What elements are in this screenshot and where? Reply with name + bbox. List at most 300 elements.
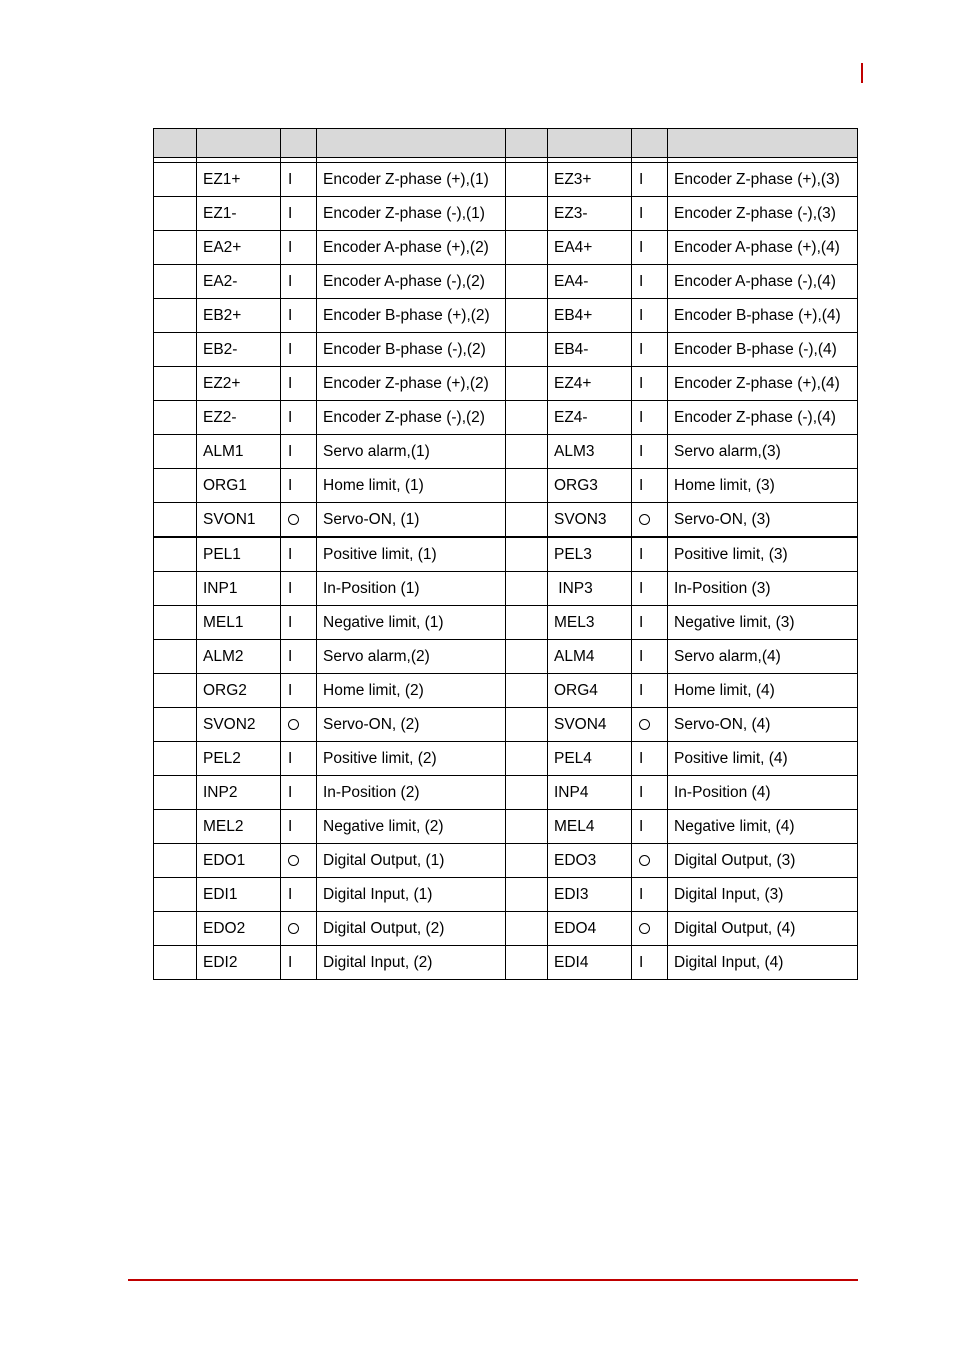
function-label: Servo alarm,(4) [674, 647, 781, 665]
io-direction-label: I [288, 204, 293, 222]
function-label: Encoder Z-phase (+),(4) [674, 374, 840, 392]
table-row [154, 299, 858, 333]
signal-name-label: MEL3 [554, 613, 595, 631]
header-signal-b [548, 129, 632, 158]
signal-name-label: PEL4 [554, 749, 592, 767]
signal-name-label: SVON1 [203, 510, 256, 528]
pin-cell [154, 503, 197, 538]
function-cell [317, 231, 506, 265]
signal-name-label: PEL2 [203, 749, 241, 767]
function-cell [317, 606, 506, 640]
table-row [154, 912, 858, 946]
io-direction-cell [632, 572, 668, 606]
signal-name-label: ORG4 [554, 681, 598, 699]
function-cell [668, 742, 858, 776]
signal-name-label: EDI1 [203, 885, 238, 903]
function-label: Digital Output, (2) [323, 919, 445, 937]
function-label: Home limit, (4) [674, 681, 775, 699]
signal-name-label: EA4- [554, 272, 589, 290]
pin-cell [154, 946, 197, 980]
signal-name-cell [197, 265, 281, 299]
function-cell [668, 367, 858, 401]
io-direction-label: I [288, 681, 293, 699]
io-direction-cell [281, 265, 317, 299]
output-circle-icon [639, 923, 650, 934]
signal-name-label: EDO3 [554, 851, 597, 869]
function-cell [317, 367, 506, 401]
signal-name-label: SVON3 [554, 510, 607, 528]
pin-cell [154, 674, 197, 708]
function-cell [317, 537, 506, 572]
function-label: In-Position (3) [674, 579, 771, 597]
signal-name-cell [197, 776, 281, 810]
function-cell [668, 776, 858, 810]
function-label: In-Position (4) [674, 783, 771, 801]
io-direction-cell [281, 231, 317, 265]
signal-name-cell [548, 878, 632, 912]
io-direction-cell [281, 844, 317, 878]
header-signal-a [197, 129, 281, 158]
pin-cell [154, 572, 197, 606]
io-direction-label: I [639, 817, 644, 835]
io-direction-label: I [288, 579, 293, 597]
function-label: Negative limit, (2) [323, 817, 444, 835]
io-direction-label: I [639, 408, 644, 426]
table-header-row [154, 129, 858, 158]
header-accent-mark [861, 63, 863, 83]
pin-cell [506, 946, 548, 980]
header-function-a [317, 129, 506, 158]
io-direction-label: I [288, 306, 293, 324]
io-direction-cell [632, 776, 668, 810]
pin-cell [154, 810, 197, 844]
function-label: Digital Input, (2) [323, 953, 433, 971]
io-direction-cell [281, 469, 317, 503]
signal-name-cell [548, 572, 632, 606]
pin-cell [506, 367, 548, 401]
signal-name-cell [548, 503, 632, 538]
table-row [154, 572, 858, 606]
signal-name-cell [197, 367, 281, 401]
signal-name-label: ORG2 [203, 681, 247, 699]
pin-cell [154, 844, 197, 878]
signal-name-cell [197, 469, 281, 503]
signal-name-label: EB4+ [554, 306, 593, 324]
signal-name-cell [197, 708, 281, 742]
io-direction-cell [632, 367, 668, 401]
io-direction-cell [281, 606, 317, 640]
io-direction-cell [632, 163, 668, 197]
output-circle-icon [639, 719, 650, 730]
function-cell [668, 265, 858, 299]
function-label: Servo-ON, (2) [323, 715, 420, 733]
signal-name-cell [548, 776, 632, 810]
io-direction-label: I [639, 647, 644, 665]
function-label: Encoder B-phase (-),(2) [323, 340, 486, 358]
io-direction-label: I [288, 442, 293, 460]
io-direction-cell [281, 163, 317, 197]
io-direction-cell [632, 844, 668, 878]
signal-name-label: EB4- [554, 340, 589, 358]
signal-name-label: EZ4+ [554, 374, 592, 392]
function-cell [317, 197, 506, 231]
io-direction-cell [281, 674, 317, 708]
function-cell [317, 265, 506, 299]
function-cell [317, 640, 506, 674]
io-direction-cell [281, 572, 317, 606]
table-row [154, 708, 858, 742]
pin-cell [154, 197, 197, 231]
table-row [154, 537, 858, 572]
signal-name-label: EDO1 [203, 851, 246, 869]
signal-name-cell [197, 333, 281, 367]
pin-cell [506, 299, 548, 333]
function-label: Home limit, (1) [323, 476, 424, 494]
function-cell [317, 674, 506, 708]
table-row [154, 844, 858, 878]
io-direction-cell [632, 231, 668, 265]
signal-name-cell [197, 742, 281, 776]
pin-cell [506, 197, 548, 231]
pin-cell [506, 503, 548, 538]
io-direction-label: I [639, 953, 644, 971]
function-label: Encoder Z-phase (-),(3) [674, 204, 836, 222]
io-direction-cell [632, 503, 668, 538]
io-direction-label: I [639, 476, 644, 494]
function-cell [317, 163, 506, 197]
function-label: Negative limit, (1) [323, 613, 444, 631]
function-cell [668, 401, 858, 435]
function-label: Positive limit, (4) [674, 749, 788, 767]
function-label: Positive limit, (1) [323, 545, 437, 563]
function-cell [668, 231, 858, 265]
table-row [154, 163, 858, 197]
signal-name-label: SVON2 [203, 715, 256, 733]
function-cell [317, 912, 506, 946]
signal-name-label: MEL1 [203, 613, 244, 631]
pin-cell [506, 401, 548, 435]
function-label: Positive limit, (3) [674, 545, 788, 563]
table-row [154, 606, 858, 640]
io-direction-label: I [288, 374, 293, 392]
output-circle-icon [639, 855, 650, 866]
signal-name-cell [548, 810, 632, 844]
function-label: Negative limit, (3) [674, 613, 795, 631]
signal-name-cell [197, 844, 281, 878]
io-direction-cell [632, 435, 668, 469]
signal-name-label: EDO4 [554, 919, 597, 937]
function-label: Encoder Z-phase (-),(2) [323, 408, 485, 426]
signal-name-label: EZ2- [203, 408, 237, 426]
signal-name-cell [197, 946, 281, 980]
io-direction-label: I [639, 545, 644, 563]
pin-cell [154, 469, 197, 503]
function-cell [317, 708, 506, 742]
function-cell [668, 333, 858, 367]
table-row [154, 946, 858, 980]
signal-name-cell [548, 708, 632, 742]
io-direction-label: I [288, 885, 293, 903]
io-direction-cell [281, 742, 317, 776]
pin-cell [154, 640, 197, 674]
signal-name-label: PEL3 [554, 545, 592, 563]
io-direction-cell [281, 401, 317, 435]
function-cell [317, 469, 506, 503]
io-direction-label: I [639, 340, 644, 358]
signal-name-cell [197, 537, 281, 572]
pin-cell [154, 401, 197, 435]
signal-name-cell [548, 537, 632, 572]
table-row [154, 197, 858, 231]
pin-cell [506, 231, 548, 265]
function-label: Encoder A-phase (+),(4) [674, 238, 840, 256]
signal-name-cell [548, 844, 632, 878]
signal-name-label: EZ3- [554, 204, 588, 222]
pin-cell [506, 810, 548, 844]
signal-name-cell [548, 469, 632, 503]
function-label: Encoder B-phase (+),(4) [674, 306, 841, 324]
signal-name-label: EZ1- [203, 204, 237, 222]
signal-name-cell [548, 265, 632, 299]
function-cell [668, 503, 858, 538]
io-direction-cell [281, 435, 317, 469]
io-direction-cell [281, 367, 317, 401]
signal-name-label: EDI3 [554, 885, 589, 903]
output-circle-icon [288, 923, 299, 934]
io-direction-label: I [639, 749, 644, 767]
function-cell [668, 946, 858, 980]
header-function-b [668, 129, 858, 158]
io-direction-label: I [288, 238, 293, 256]
header-io-b [632, 129, 668, 158]
function-label: Encoder Z-phase (+),(2) [323, 374, 489, 392]
io-direction-label: I [288, 545, 293, 563]
pin-cell [154, 776, 197, 810]
signal-name-cell [548, 912, 632, 946]
signal-name-label: MEL4 [554, 817, 595, 835]
function-label: Encoder Z-phase (-),(4) [674, 408, 836, 426]
function-cell [317, 401, 506, 435]
function-cell [668, 606, 858, 640]
header-io-a [281, 129, 317, 158]
output-circle-icon [288, 514, 299, 525]
function-cell [668, 674, 858, 708]
function-cell [317, 333, 506, 367]
table-row [154, 674, 858, 708]
io-direction-label: I [288, 170, 293, 188]
pin-cell [154, 878, 197, 912]
function-label: Encoder Z-phase (+),(1) [323, 170, 489, 188]
signal-name-label: ORG1 [203, 476, 247, 494]
io-direction-label: I [639, 783, 644, 801]
function-cell [668, 810, 858, 844]
signal-name-label: INP4 [554, 783, 589, 801]
signal-name-cell [548, 946, 632, 980]
io-direction-cell [632, 708, 668, 742]
signal-name-cell [548, 197, 632, 231]
signal-name-label: EDI4 [554, 953, 589, 971]
signal-name-label: EZ2+ [203, 374, 241, 392]
signal-name-label: ALM3 [554, 442, 595, 460]
pin-cell [154, 537, 197, 572]
pin-cell [154, 333, 197, 367]
function-label: Encoder Z-phase (-),(1) [323, 204, 485, 222]
io-direction-cell [281, 810, 317, 844]
io-direction-cell [281, 299, 317, 333]
function-cell [317, 776, 506, 810]
pin-cell [154, 435, 197, 469]
function-label: Servo-ON, (4) [674, 715, 771, 733]
function-cell [668, 708, 858, 742]
io-direction-cell [281, 503, 317, 538]
function-label: Digital Output, (1) [323, 851, 445, 869]
signal-name-cell [197, 912, 281, 946]
io-direction-label: I [288, 749, 293, 767]
io-direction-label: I [639, 170, 644, 188]
table-row [154, 776, 858, 810]
io-direction-cell [632, 469, 668, 503]
footer-rule [128, 1279, 858, 1281]
function-cell [317, 435, 506, 469]
function-cell [317, 810, 506, 844]
signal-name-label: ALM1 [203, 442, 244, 460]
table-row [154, 367, 858, 401]
signal-name-cell [548, 367, 632, 401]
function-cell [668, 435, 858, 469]
io-direction-label: I [288, 817, 293, 835]
table-row [154, 265, 858, 299]
signal-name-label: INP3 [554, 579, 593, 597]
io-direction-label: I [639, 885, 644, 903]
signal-name-cell [548, 640, 632, 674]
io-direction-label: I [288, 408, 293, 426]
pin-cell [154, 606, 197, 640]
pin-cell [154, 742, 197, 776]
io-direction-label: I [288, 783, 293, 801]
signal-name-label: EB2+ [203, 306, 242, 324]
pin-cell [506, 844, 548, 878]
function-label: Positive limit, (2) [323, 749, 437, 767]
io-direction-cell [632, 197, 668, 231]
io-direction-cell [632, 878, 668, 912]
io-direction-label: I [639, 238, 644, 256]
pin-cell [154, 299, 197, 333]
signal-name-cell [197, 640, 281, 674]
io-direction-cell [281, 946, 317, 980]
pin-cell [154, 231, 197, 265]
pin-cell [506, 606, 548, 640]
io-direction-label: I [288, 272, 293, 290]
io-direction-cell [632, 810, 668, 844]
io-direction-cell [632, 912, 668, 946]
io-direction-label: I [639, 374, 644, 392]
signal-name-label: EDO2 [203, 919, 246, 937]
signal-name-cell [197, 299, 281, 333]
function-label: Encoder Z-phase (+),(3) [674, 170, 840, 188]
function-cell [668, 572, 858, 606]
signal-name-cell [197, 606, 281, 640]
io-direction-cell [281, 197, 317, 231]
pin-assignment-table [153, 128, 858, 980]
function-label: Encoder A-phase (-),(4) [674, 272, 836, 290]
function-cell [668, 912, 858, 946]
function-label: Digital Input, (3) [674, 885, 784, 903]
function-label: Encoder B-phase (+),(2) [323, 306, 490, 324]
function-label: In-Position (1) [323, 579, 420, 597]
header-pin-b [506, 129, 548, 158]
pin-cell [506, 469, 548, 503]
function-cell [668, 469, 858, 503]
pin-cell [506, 708, 548, 742]
io-direction-label: I [639, 272, 644, 290]
output-circle-icon [288, 719, 299, 730]
signal-name-cell [548, 401, 632, 435]
signal-name-cell [548, 299, 632, 333]
signal-name-cell [197, 503, 281, 538]
pin-cell [506, 333, 548, 367]
io-direction-cell [632, 674, 668, 708]
signal-name-cell [548, 606, 632, 640]
io-direction-cell [281, 912, 317, 946]
signal-name-cell [548, 742, 632, 776]
function-label: Home limit, (2) [323, 681, 424, 699]
table-row [154, 333, 858, 367]
pin-cell [506, 742, 548, 776]
io-direction-cell [632, 333, 668, 367]
io-direction-cell [632, 265, 668, 299]
signal-name-cell [548, 231, 632, 265]
pin-cell [506, 640, 548, 674]
function-label: Encoder A-phase (-),(2) [323, 272, 485, 290]
function-label: Home limit, (3) [674, 476, 775, 494]
function-label: Digital Input, (1) [323, 885, 433, 903]
io-direction-cell [632, 640, 668, 674]
signal-name-label: ALM4 [554, 647, 595, 665]
io-direction-label: I [639, 442, 644, 460]
signal-name-cell [197, 674, 281, 708]
pin-cell [506, 572, 548, 606]
signal-name-cell [197, 197, 281, 231]
function-cell [317, 878, 506, 912]
table-row [154, 742, 858, 776]
pin-cell [506, 912, 548, 946]
function-label: Servo-ON, (1) [323, 510, 420, 528]
signal-name-cell [197, 878, 281, 912]
function-label: Servo alarm,(1) [323, 442, 430, 460]
function-label: In-Position (2) [323, 783, 420, 801]
signal-name-label: PEL1 [203, 545, 241, 563]
table-body [154, 163, 858, 980]
io-direction-label: I [639, 579, 644, 597]
pin-cell [154, 265, 197, 299]
signal-name-cell [197, 810, 281, 844]
function-cell [668, 537, 858, 572]
io-direction-cell [632, 299, 668, 333]
function-cell [668, 197, 858, 231]
signal-name-label: INP2 [203, 783, 238, 801]
signal-name-label: ALM2 [203, 647, 244, 665]
function-label: Servo alarm,(2) [323, 647, 430, 665]
signal-name-label: ORG3 [554, 476, 598, 494]
function-cell [668, 878, 858, 912]
io-direction-cell [281, 537, 317, 572]
table-row [154, 810, 858, 844]
function-cell [317, 946, 506, 980]
io-direction-label: I [639, 204, 644, 222]
signal-name-label: EA4+ [554, 238, 593, 256]
header-pin-a [154, 129, 197, 158]
io-direction-cell [281, 640, 317, 674]
